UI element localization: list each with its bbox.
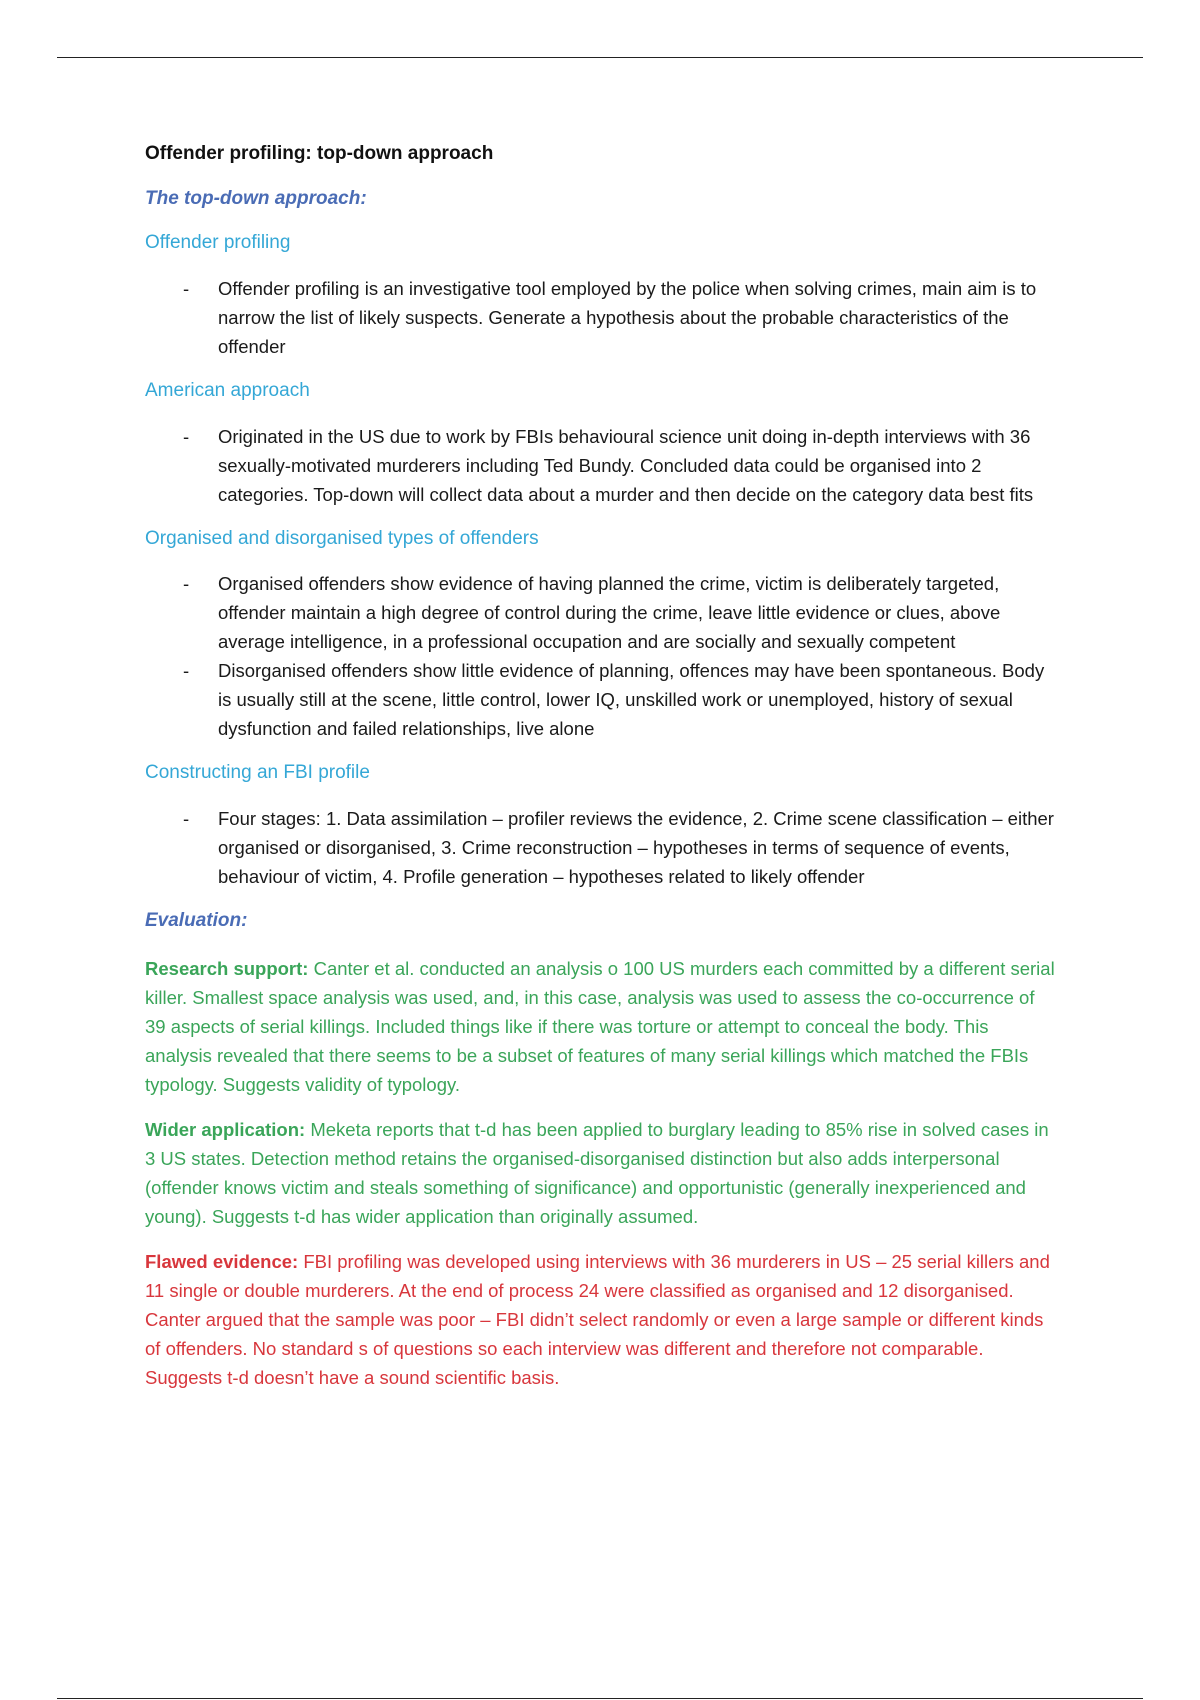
document-body <box>145 142 1060 1408</box>
evaluation-wider-application <box>145 1115 1060 1231</box>
bullet-item <box>145 804 1060 891</box>
evaluation-text: Canter et al. conducted an analysis o 100 US murders each committed by a different serial killer. Smallest space analysis was used, and, in this case, analysis was used to assess the co-occurrence of 39 aspects of serial killings. Included things like if there was torture or attempt to conceal the body. This analysis revealed that there seems to be a subset of features of many serial killings which matched the FBIs typology. Suggests validity of typology. <box>145 957 1055 1095</box>
evaluation-heading: Evaluation: <box>145 910 248 932</box>
bullet-text: Organised offenders show evidence of having planned the crime, victim is deliberately targeted, offender maintain a high degree of control during the crime, leave little evidence or clues, above average intelligence, in a professional occupation and are socially and sexually competent <box>218 573 1001 653</box>
evaluation-research-support <box>145 954 1060 1099</box>
bullet-list-offender-profiling <box>145 274 1060 361</box>
evaluation-lead: Research support: <box>145 957 309 979</box>
header-rule <box>57 57 1143 58</box>
section-heading-fbi-profile: Constructing an FBI profile <box>145 762 370 784</box>
evaluation-text: Meketa reports that t-d has been applied to burglary leading to 85% rise in solved cases in 3 US states. Detection method retains the organised-disorganised distinction but also adds interpersonal (offender knows victim and steals something of significance) and opportunistic (generally inexperienced and young). Suggests t-d has wider application than originally assumed. <box>145 1118 1049 1227</box>
evaluation-flawed-evidence <box>145 1247 1060 1392</box>
bullet-marker: - <box>183 573 190 595</box>
footer-rule <box>57 1698 1143 1699</box>
section-heading-offender-profiling: Offender profiling <box>145 232 291 254</box>
approach-heading: The top-down approach: <box>145 187 367 209</box>
bullet-list-fbi-profile <box>145 804 1060 891</box>
bullet-item <box>145 422 1060 509</box>
bullet-marker: - <box>183 660 190 682</box>
section-heading-offender-types: Organised and disorganised types of offenders <box>145 527 539 549</box>
bullet-text: Disorganised offenders show little evidence of planning, offences may have been spontaneous. Body is usually still at the scene, little control, lower IQ, unskilled work or unemployed, history of sexual dysfunction and failed relationships, live alone <box>218 660 1045 740</box>
bullet-text: Originated in the US due to work by FBIs behavioural science unit doing in-depth interviews with 36 sexually-motivated murderers including Ted Bundy. Concluded data could be organised into 2 categories. Top-down will collect data about a murder and then decide on the category data best fits <box>218 425 1034 505</box>
bullet-item <box>145 274 1060 361</box>
evaluation-text: FBI profiling was developed using interviews with 36 murderers in US – 25 serial killers and 11 single or double murderers. At the end of process 24 were classified as organised and 12 disorganised. Canter argued that the sample was poor – FBI didn’t select randomly or even a large sample or different kinds of offenders. No standard s of questions so each interview was different and therefore not comparable. Suggests t-d doesn’t have a sound scientific basis. <box>145 1250 1050 1388</box>
evaluation-lead: Flawed evidence: <box>145 1250 299 1272</box>
bullet-list-american-approach <box>145 422 1060 509</box>
bullet-item <box>145 656 1060 743</box>
bullet-marker: - <box>183 425 190 447</box>
bullet-marker: - <box>183 808 190 830</box>
bullet-item <box>145 569 1060 656</box>
bullet-text: Offender profiling is an investigative tool employed by the police when solving crimes, main aim is to narrow the list of likely suspects. Generate a hypothesis about the probable characteristics of the offender <box>218 278 1037 358</box>
bullet-list-offender-types <box>145 569 1060 743</box>
evaluation-lead: Wider application: <box>145 1118 306 1140</box>
bullet-text: Four stages: 1. Data assimilation – profiler reviews the evidence, 2. Crime scene classification – either organised or disorganised, 3. Crime reconstruction – hypotheses in terms of sequence of events, behaviour of victim, 4. Profile generation – hypotheses related to likely offender <box>218 808 1054 888</box>
bullet-marker: - <box>183 278 190 300</box>
section-heading-american-approach: American approach <box>145 380 310 402</box>
document-title: Offender profiling: top-down approach <box>145 143 494 164</box>
